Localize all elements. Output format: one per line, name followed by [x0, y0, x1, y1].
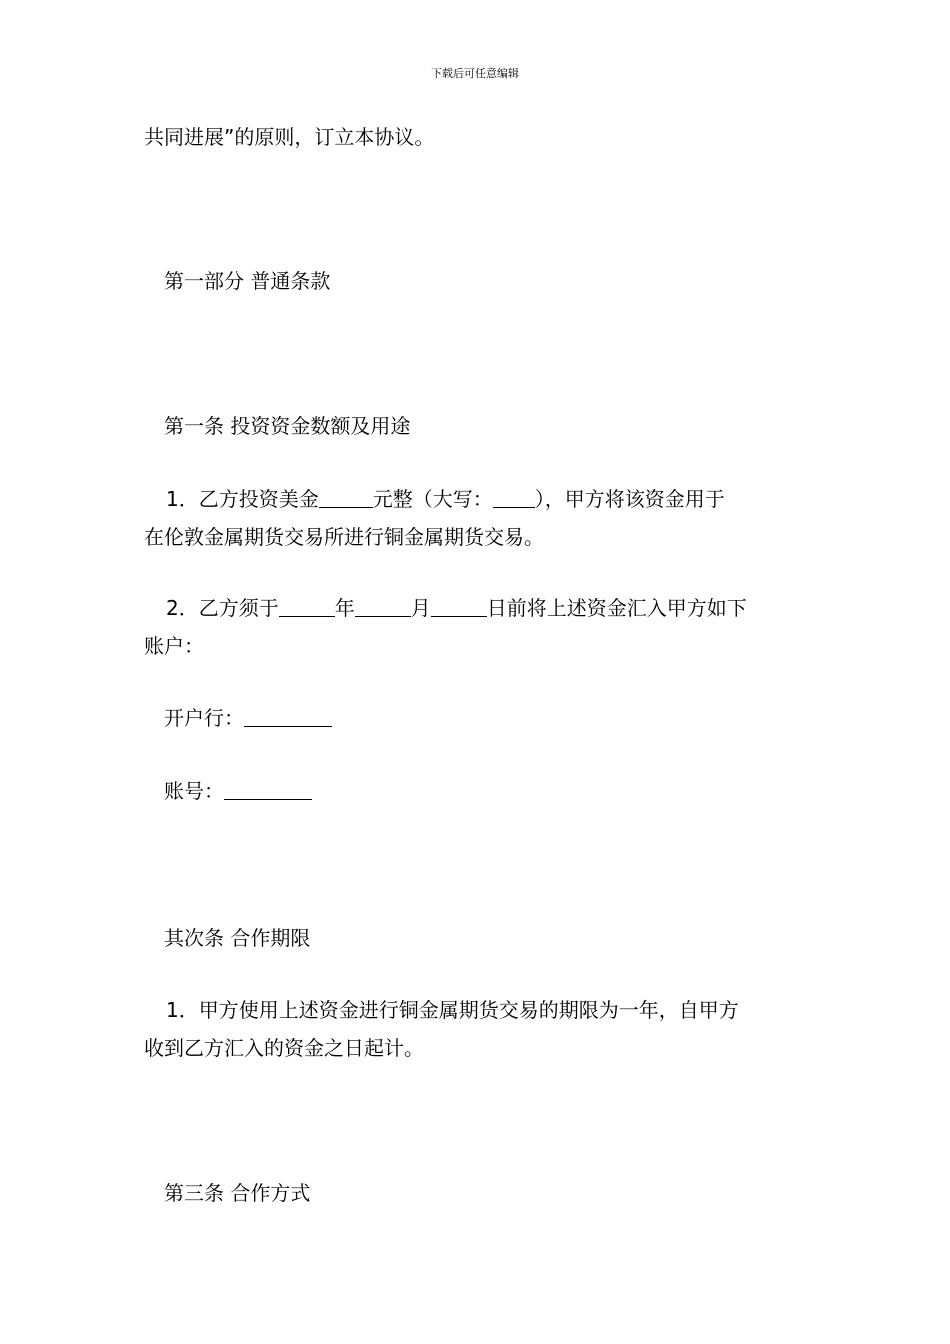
day-blank[interactable] [431, 596, 487, 617]
year-blank[interactable] [279, 596, 335, 617]
account-blank[interactable] [224, 779, 312, 800]
article2-clause1-line1: 1．甲方使用上述资金进行铜金属期货交易的期限为一年，自甲方 [166, 998, 739, 1022]
clause-text: 月 [410, 596, 431, 620]
article1-clause2-line1 [144, 589, 831, 627]
part1-heading: 第一部分 普通条款 [164, 269, 331, 293]
clause-text: 2．乙方须于 [166, 596, 279, 620]
article2-clause1-line2: 收到乙方汇入的资金之日起计。 [144, 1036, 424, 1060]
paragraph-intro-end: 共同进展”的原则，订立本协议。 [144, 125, 435, 149]
amount-words-blank[interactable] [493, 487, 535, 508]
article1-clause1-line1 [144, 480, 831, 518]
bank-label: 开户行： [164, 706, 244, 730]
article1-clause2-line2: 账户： [144, 634, 204, 658]
article2-heading: 其次条 合作期限 [164, 926, 311, 950]
article1-clause1-line2: 在伦敦金属期货交易所进行铜金属期货交易。 [144, 525, 544, 549]
clause-text: 元整（大写： [372, 487, 493, 511]
article1-heading: 第一条 投资资金数额及用途 [164, 414, 411, 438]
clause-text: 1．乙方投资美金 [166, 487, 319, 511]
clause-text: ），甲方将该资金用于 [534, 487, 725, 511]
amount-blank[interactable] [319, 487, 373, 508]
bank-line [144, 699, 829, 737]
clause-text: 年 [334, 596, 355, 620]
month-blank[interactable] [355, 596, 411, 617]
article3-heading: 第三条 合作方式 [164, 1181, 311, 1205]
page-header: 下载后可任意编辑 [431, 67, 519, 80]
bank-blank[interactable] [244, 706, 332, 727]
clause-text: 日前将上述资金汇入甲方如下 [486, 596, 747, 620]
account-label: 账号： [164, 779, 224, 803]
account-line [144, 772, 829, 810]
